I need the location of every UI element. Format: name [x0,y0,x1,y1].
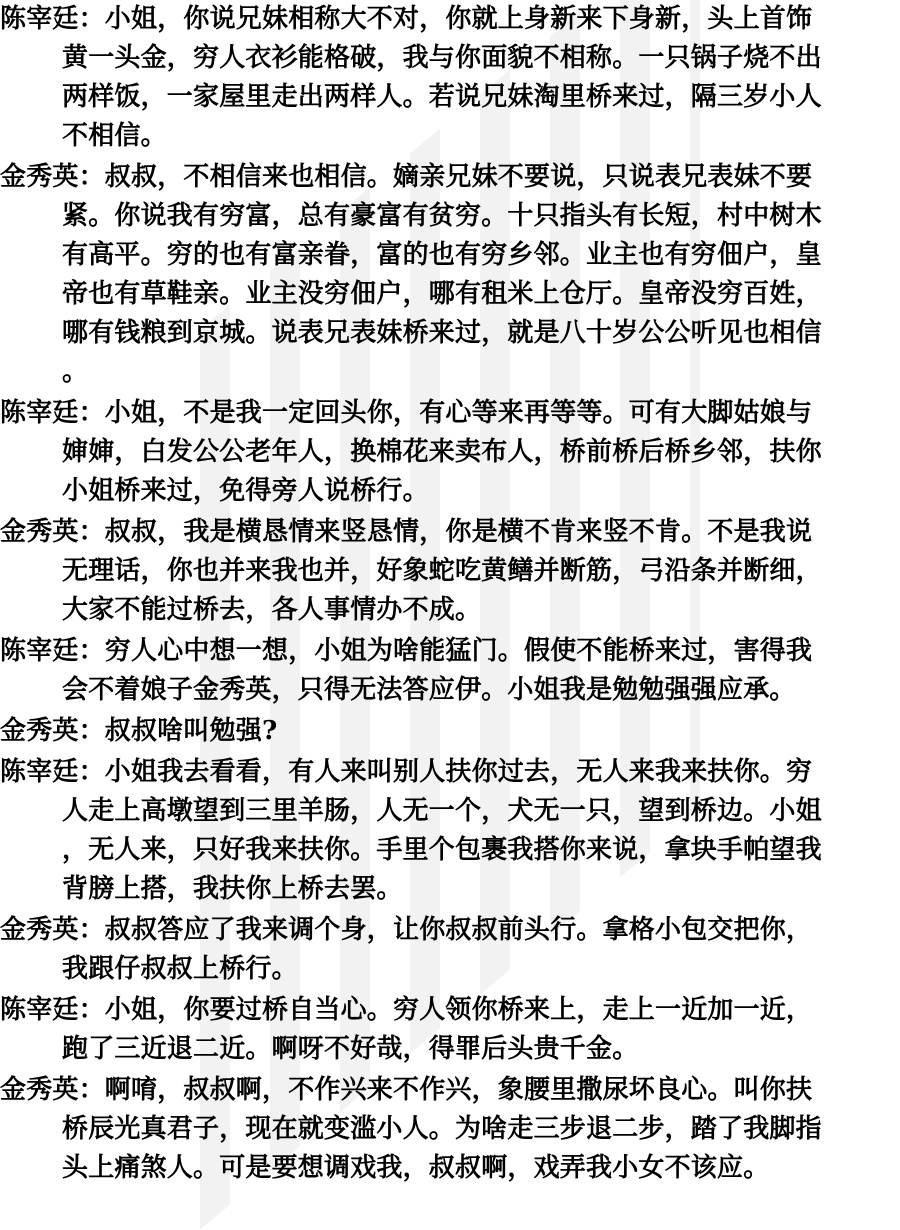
dialogue-speaker-line: 陈宰廷：穷人心中想一想，小姐为啥能猛门。假使不能桥来过，害得我 [0,636,813,666]
dialogue-entry [0,632,900,710]
dialogue-continuation-line: 帝也有草鞋亲。业主没穷佃户，哪有租米上仓厅。皇帝没穷百姓， [62,279,822,309]
dialogue-entry [0,158,900,392]
dialogue-speaker-line: 陈宰廷：小姐我去看看，有人来叫别人扶你过去，无人来我来扶你。穷 [0,757,813,787]
dialogue-continuation-line: 黄一头金，穷人衣衫能格破，我与你面貌不相称。一只锅子烧不出 [62,43,822,73]
dialogue-entry [0,0,900,156]
dialogue-speaker-line: 陈宰廷：小姐，你要过桥自当心。穷人领你桥来上，走上一近加一近， [0,995,813,1025]
dialogue-continuation-line: 有高平。穷的也有富亲眷，富的也有穷乡邻。业主也有穷佃户，皇 [62,240,822,270]
dialogue-continuation-line: 无理话，你也并来我也并，好象蛇吃黄鳝并断筋，弓沿条并断细， [62,556,822,586]
dialogue-continuation-line: 桥辰光真君子，现在就变滥小人。为啥走三步退二步，踏了我脚指 [62,1114,822,1144]
dialogue-speaker-line: 金秀英：啊唷，叔叔啊，不作兴来不作兴，象腰里撒尿坏良心。叫你扶 [0,1075,813,1105]
dialogue-continuation-line: 人走上高墩望到三里羊肠，人无一个，犬无一只，望到桥边。小姐 [62,796,822,826]
dialogue-entry [0,991,900,1069]
dialogue-entry [0,753,900,909]
dialogue-continuation-line: 哪有钱粮到京城。说表兄表妹桥来过，就是八十岁公公听见也相信 [62,318,822,348]
dialogue-speaker-line: 陈宰廷：小姐，不是我一定回头你，有心等来再等等。可有大脚姑娘与 [0,398,813,428]
dialogue-continuation-line: 两样饭，一家屋里走出两样人。若说兄妹淘里桥来过，隔三岁小人 [62,82,822,112]
dialogue-continuation-line: 婶婶，白发公公老年人，换棉花来卖布人，桥前桥后桥乡邻，扶你 [62,437,822,467]
dialogue-continuation-line: ，无人来，只好我来扶你。手里个包裹我搭你来说，拿块手帕望我 [62,835,822,865]
dialogue-speaker-line: 金秀英：叔叔，我是横恳情来竖恳情，你是横不肯来竖不肯。不是我说 [0,517,813,547]
dialogue-continuation-line: 。 [62,357,89,387]
dialogue-entry [0,911,900,989]
dialogue-entry [0,712,900,751]
dialogue-continuation-line: 头上痛煞人。可是要想调戏我，叔叔啊，戏弄我小女不该应。 [62,1153,770,1183]
dialogue-continuation-line: 不相信。 [62,121,167,151]
dialogue-entry [0,394,900,511]
dialogue-continuation-line: 背膀上搭，我扶你上桥去罢。 [62,874,403,904]
dialogue-continuation-line: 紧。你说我有穷富，总有豪富有贫穷。十只指头有长短，村中树木 [62,201,822,231]
dialogue-continuation-line: 我跟仔叔叔上桥行。 [62,954,298,984]
dialogue-continuation-line: 跑了三近退二近。啊呀不好哉，得罪后头贵千金。 [62,1034,639,1064]
dialogue-continuation-line: 小姐桥来过，免得旁人说桥行。 [62,476,429,506]
dialogue-continuation-line: 大家不能过桥去，各人事情办不成。 [62,595,482,625]
dialogue-speaker-line: 金秀英：叔叔啥叫勉强? [0,716,278,746]
dialogue-speaker-line: 陈宰廷：小姐，你说兄妹相称大不对，你就上身新来下身新，头上首饰 [0,4,813,34]
dialogue-speaker-line: 金秀英：叔叔答应了我来调个身，让你叔叔前头行。拿格小包交把你， [0,915,813,945]
dialogue-speaker-line: 金秀英：叔叔，不相信来也相信。嫡亲兄妹不要说，只说表兄表妹不要 [0,162,813,192]
dialogue-entry [0,513,900,630]
dialogue-entry [0,1071,900,1188]
dialogue-continuation-line: 会不着娘子金秀英，只得无法答应伊。小姐我是勉勉强强应承。 [62,675,796,705]
